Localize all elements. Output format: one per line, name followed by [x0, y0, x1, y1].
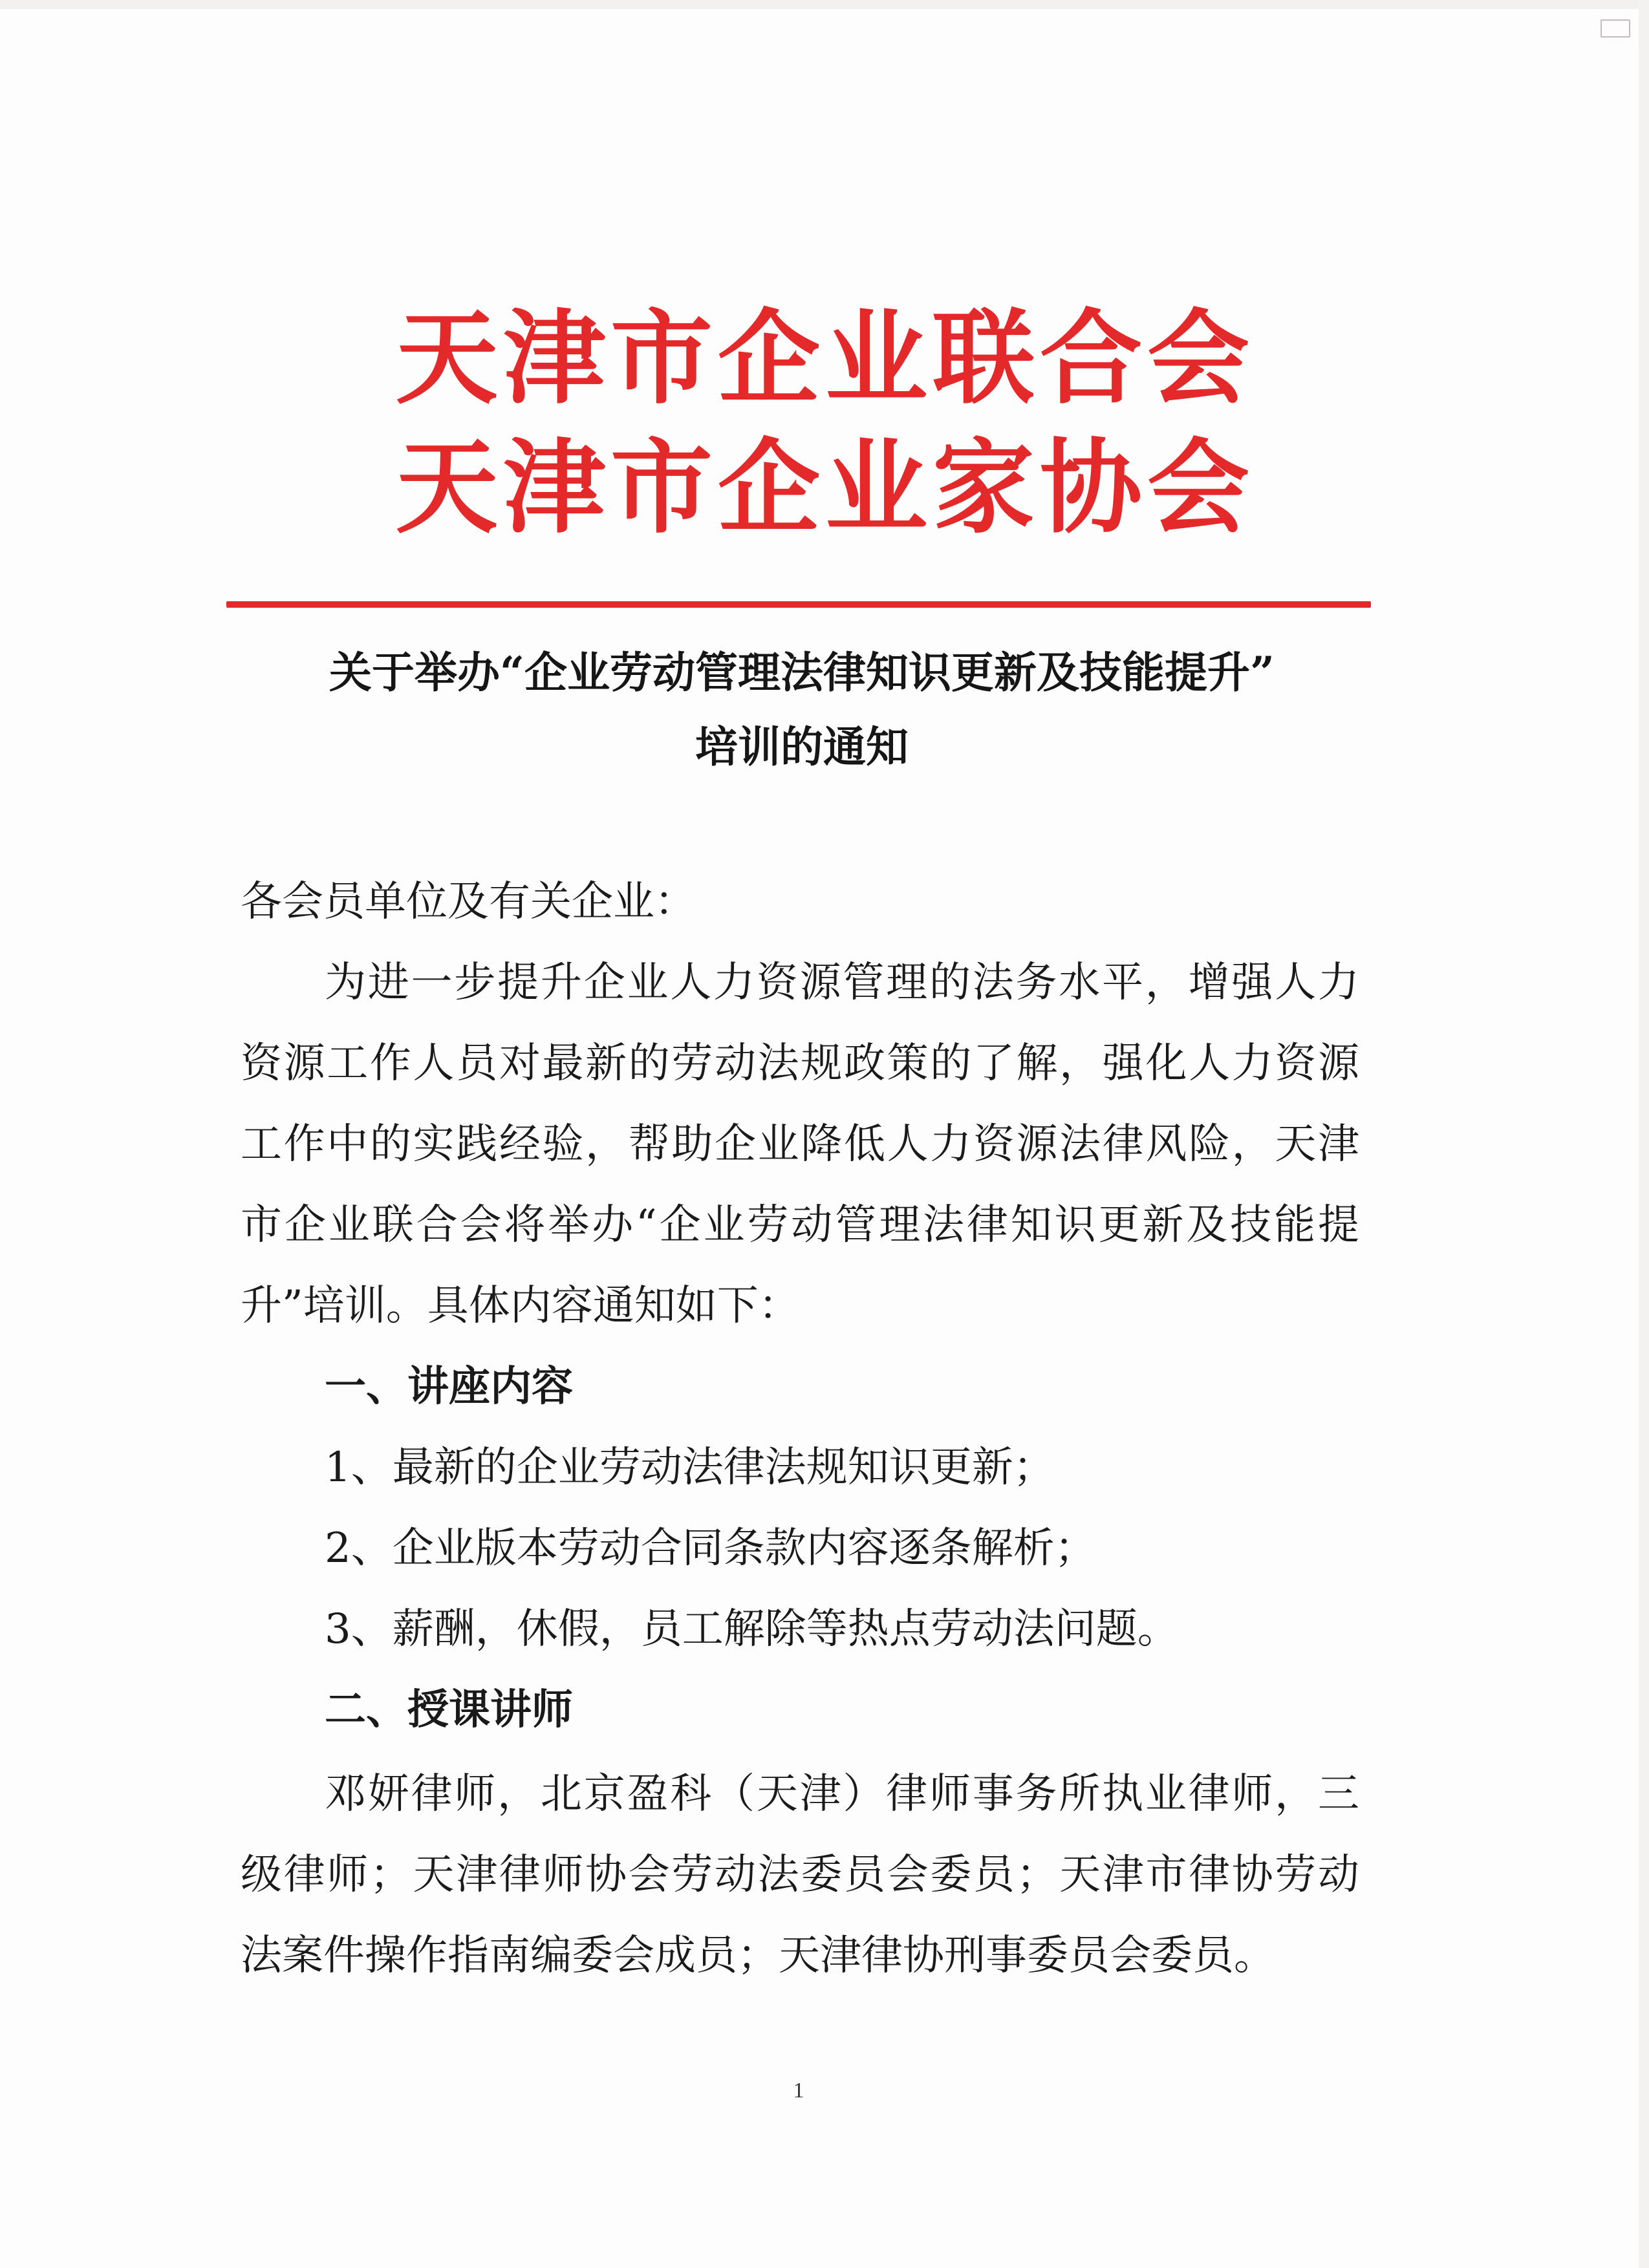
section-2-heading: 二、授课讲师: [325, 1685, 573, 1734]
letterhead-org-2: 天津市企业家协会: [396, 428, 1255, 548]
section-1-item-2: 2、企业版本劳动合同条款内容逐条解析；: [325, 1524, 1096, 1572]
letterhead-org-1: 天津市企业联合会: [396, 299, 1255, 418]
section-1-item-1: 1、最新的企业劳动法律法规知识更新；: [325, 1444, 1055, 1492]
intro-line-5: 升”培训。具体内容通知如下：: [241, 1282, 800, 1330]
section-1-heading: 一、讲座内容: [325, 1362, 573, 1411]
intro-line-2: 资源工作人员对最新的劳动法规政策的了解，强化人力资源: [241, 1040, 1359, 1087]
letterhead-red-rule: [226, 601, 1371, 608]
intro-line-4: 市企业联合会将举办“企业劳动管理法律知识更新及技能提: [241, 1201, 1359, 1249]
notice-title-line-2: 培训的通知: [695, 722, 909, 772]
notice-title-line-1: 关于举办“企业劳动管理法律知识更新及技能提升”: [329, 647, 1275, 698]
page-number: 1: [793, 2079, 804, 2102]
lecturer-line-2: 级律师；天津律师协会劳动法委员会委员；天津市律协劳动: [241, 1851, 1359, 1899]
lecturer-line-1: 邓妍律师，北京盈科（天津）律师事务所执业律师，三: [325, 1770, 1359, 1818]
scan-edge-right: [1639, 0, 1649, 2268]
scan-edge-top: [0, 0, 1649, 9]
staple-mark: [1600, 19, 1630, 37]
lecturer-line-3: 法案件操作指南编委会成员；天津律协刑事委员会委员。: [241, 1932, 1275, 1980]
section-1-item-3: 3、薪酬，休假，员工解除等热点劳动法问题。: [325, 1605, 1179, 1653]
intro-line-1: 为进一步提升企业人力资源管理的法务水平，增强人力: [325, 959, 1359, 1007]
salutation: 各会员单位及有关企业：: [241, 878, 696, 926]
intro-line-3: 工作中的实践经验，帮助企业降低人力资源法律风险，天津: [241, 1120, 1359, 1168]
